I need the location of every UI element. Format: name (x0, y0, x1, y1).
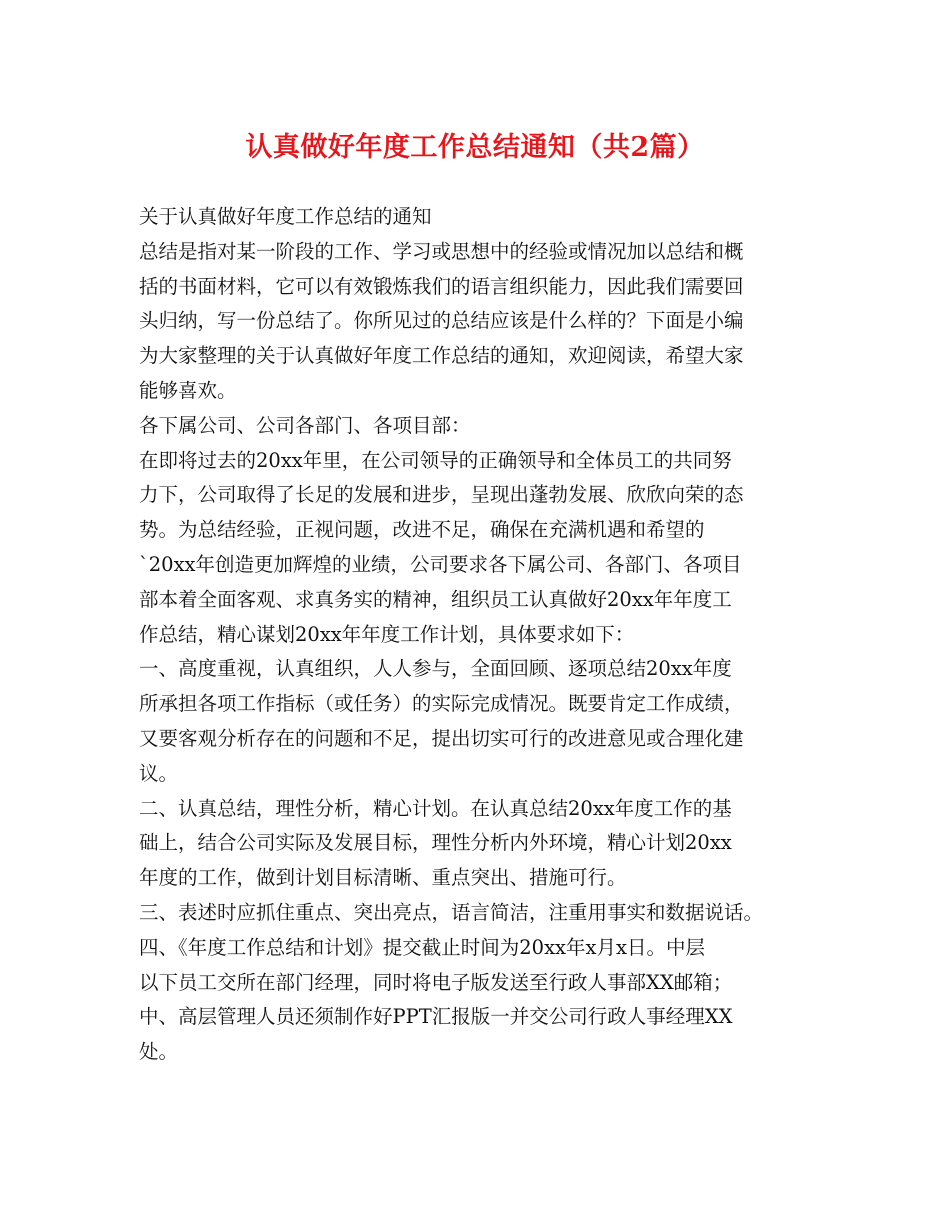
text-line: 中、高层管理人员还须制作好PPT汇报版一并交公司行政人事经理XX (139, 1005, 733, 1029)
text-line: 作总结，精心谋划20xx年年度工作计划，具体要求如下： (139, 622, 635, 646)
text-line: 三、表述时应抓住重点、突出亮点，语言简洁，注重用事实和数据说话。 (139, 900, 764, 924)
text-line: 在即将过去的20xx年里，在公司领导的正确领导和全体员工的共同努 (139, 448, 732, 472)
text-line: 又要客观分析存在的问题和不足，提出切实可行的改进意见或合理化建 (139, 726, 744, 750)
text-line: 处。 (139, 1040, 179, 1064)
text-line: 议。 (139, 761, 179, 785)
text-line: 各下属公司、公司各部门、各项目部： (139, 413, 471, 437)
text-line: 年度的工作，做到计划目标清晰、重点突出、措施可行。 (139, 866, 627, 890)
text-line: 二、认真总结，理性分析，精心计划。在认真总结20xx年度工作的基 (139, 796, 732, 820)
text-line: 关于认真做好年度工作总结的通知 (139, 205, 432, 228)
document-body (139, 200, 829, 1070)
text-line: 总结是指对某一阶段的工作、学习或思想中的经验或情况加以总结和概 (139, 239, 744, 263)
text-line: 部本着全面客观、求真务实的精神，组织员工认真做好20xx年年度工 (139, 587, 732, 611)
text-line: `20xx年创造更加辉煌的业绩，公司要求各下属公司、各部门、各项目 (139, 552, 742, 576)
text-line: 四、《年度工作总结和计划》提交截止时间为20xx年x月x日。中层 (139, 935, 706, 959)
document-title: 认真做好年度工作总结通知（共2篇） (245, 132, 705, 163)
text-line: 所承担各项工作指标（或任务）的实际完成情况。既要肯定工作成绩， (139, 692, 744, 716)
text-line: 一、高度重视，认真组织，人人参与，全面回顾、逐项总结20xx年度 (139, 657, 732, 681)
text-line: 势。为总结经验，正视问题，改进不足，确保在充满机遇和希望的 (139, 518, 705, 542)
text-line: 括的书面材料，它可以有效锻炼我们的语言组织能力，因此我们需要回 (139, 274, 744, 298)
text-line: 力下，公司取得了长足的发展和进步，呈现出蓬勃发展、欣欣向荣的态 (139, 483, 744, 507)
text-line: 能够喜欢。 (139, 378, 237, 402)
text-line: 以下员工交所在部门经理，同时将电子版发送至行政人事部XX邮箱； (139, 970, 733, 994)
text-line: 础上，结合公司实际及发展目标，理性分析内外环境，精心计划20xx (139, 831, 732, 855)
text-line: 为大家整理的关于认真做好年度工作总结的通知，欢迎阅读，希望大家 (139, 344, 744, 368)
text-line: 头归纳，写一份总结了。你所见过的总结应该是什么样的？下面是小编 (139, 309, 744, 333)
